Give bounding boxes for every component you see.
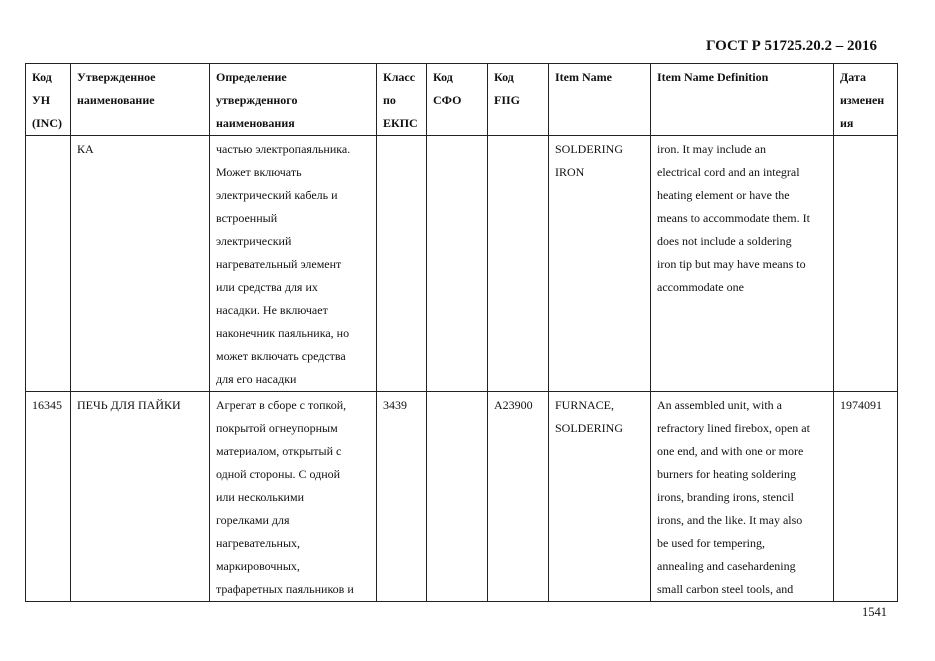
cell-fiig-code bbox=[488, 136, 549, 392]
col-header-approved-name: Утвержденное наименование bbox=[71, 64, 210, 136]
cell-class bbox=[377, 136, 427, 392]
col-header-class: Класс по ЕКПС bbox=[377, 64, 427, 136]
col-header-item-name: Item Name bbox=[549, 64, 651, 136]
table-row bbox=[26, 136, 898, 392]
cell-fiig-code: A23900 bbox=[488, 392, 549, 602]
catalog-table bbox=[25, 63, 898, 602]
table-row bbox=[26, 392, 898, 602]
cell-approved-name: КА bbox=[71, 136, 210, 392]
header-row bbox=[26, 64, 898, 136]
col-header-item-name-definition: Item Name Definition bbox=[651, 64, 834, 136]
cell-item-name: FURNACE, SOLDERING bbox=[549, 392, 651, 602]
cell-definition: частью электропаяльника. Может включать электрический кабель и встроенный электрический нагревательный элемент или средства для их насадки. Не включает наконечник паяльника, но может включать средства для его насадки bbox=[210, 136, 377, 392]
cell-item-name-definition: iron. It may include an electrical cord and an integral heating element or have the means to accommodate them. It does not include a soldering iron tip but may have means to accommodate one bbox=[651, 136, 834, 392]
page-number: 1541 bbox=[862, 605, 887, 619]
cell-definition: Агрегат в сборе с топкой, покрытой огнеупорным материалом, открытый с одной стороны. С одной или несколькими горелками для нагревательных, маркировочных, трафаретных паяльников и bbox=[210, 392, 377, 602]
col-header-definition: Определение утвержденного наименования bbox=[210, 64, 377, 136]
cell-class: 3439 bbox=[377, 392, 427, 602]
cell-sfo-code bbox=[427, 392, 488, 602]
cell-approved-name: ПЕЧЬ ДЛЯ ПАЙКИ bbox=[71, 392, 210, 602]
col-header-sfo-code: Код СФО bbox=[427, 64, 488, 136]
cell-sfo-code bbox=[427, 136, 488, 392]
table-header bbox=[26, 64, 898, 136]
cell-item-name: SOLDERING IRON bbox=[549, 136, 651, 392]
col-header-fiig-code: Код FIIG bbox=[488, 64, 549, 136]
standard-code: ГОСТ Р 51725.20.2 – 2016 bbox=[706, 38, 878, 54]
cell-item-name-definition: An assembled unit, with a refractory lined firebox, open at one end, and with one or more burners for heating soldering irons, branding irons, stencil irons, and the like. It may also be used for tempering, annealing and casehardening small carbon steel tools, and bbox=[651, 392, 834, 602]
col-header-change-date: Дата изменен ия bbox=[834, 64, 898, 136]
cell-change-date bbox=[834, 136, 898, 392]
cell-inc-code bbox=[26, 136, 71, 392]
col-header-inc-code: Код УН (INC) bbox=[26, 64, 71, 136]
cell-inc-code: 16345 bbox=[26, 392, 71, 602]
cell-change-date: 1974091 bbox=[834, 392, 898, 602]
